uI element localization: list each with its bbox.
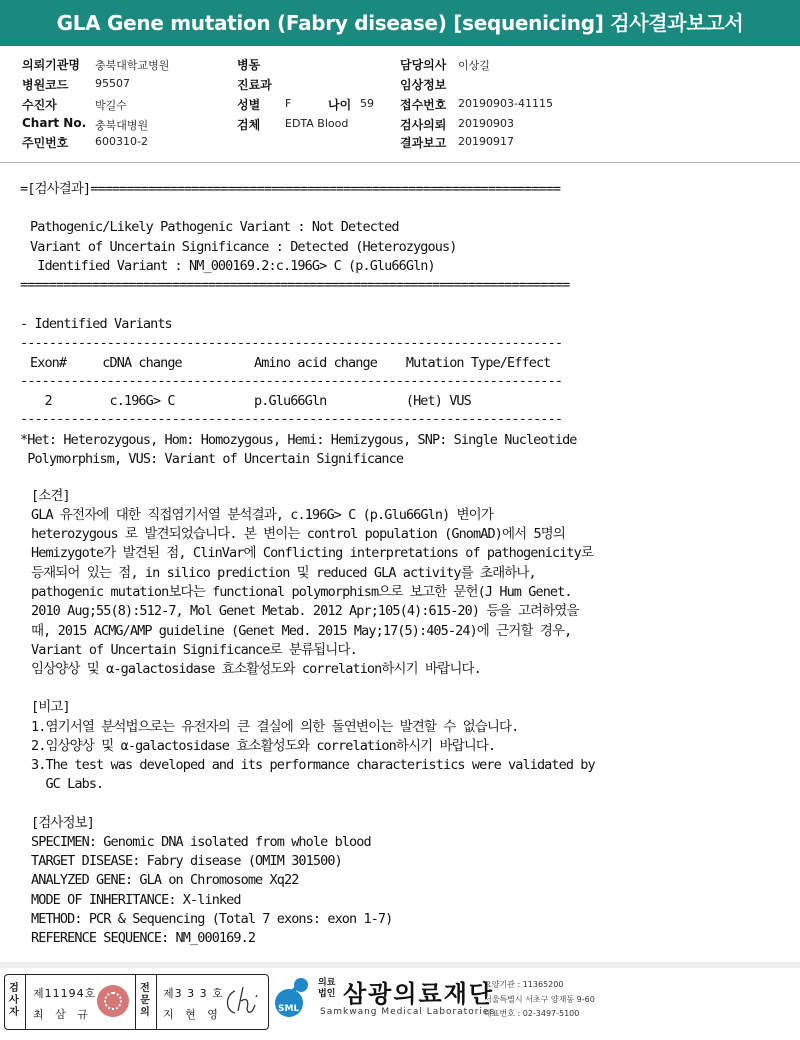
vus-summary: Variant of Uncertain Significance : Detected (Heterozygous) [30, 239, 457, 255]
specialist-name: 지 현 영 [163, 1008, 222, 1021]
patient-info-header [0, 46, 800, 162]
logo-text: SML [278, 1004, 300, 1014]
findings-line: heterozygous 로 발견되었습니다. 본 변이는 control population (GnomAD)에서 5명의 [31, 526, 565, 542]
resident-no-label: 주민번호 [22, 136, 69, 150]
tester-license-no: 제11194호 [33, 987, 97, 1000]
abbreviation-note-1: *Het: Heterozygous, Hom: Homozygous, Hemi: Hemizygous, SNP: Single Nucleotide [20, 432, 577, 448]
signature-box [4, 974, 269, 1030]
identified-variant: Identified Variant : NM_000169.2:c.196G> C (p.Glu66Gln) [30, 258, 435, 274]
request-date-value: 20190903 [458, 117, 514, 130]
tester-vertical-label: 검사자 [9, 983, 19, 1018]
hospital-code-value: 95507 [95, 77, 130, 90]
findings-line: Hemizygote가 발견된 점, ClinVar에 Conflicting interpretations of pathogenicity로 [31, 545, 594, 561]
findings-line: Variant of Uncertain Significance로 분류됩니다. [31, 642, 357, 658]
chart-no-value: 충북대병원 [95, 119, 149, 132]
resident-no-value: 600310-2 [95, 135, 148, 148]
org-phone: 대표번호 : 02-3497-5100 [484, 1009, 580, 1018]
doctor-label: 담당의사 [400, 58, 447, 72]
ward-label: 병동 [237, 58, 261, 72]
remarks-item: 2.임상양상 및 α-galactosidase 효소활성도와 correlation하시기 바랍니다. [31, 738, 496, 754]
findings-heading: [소견] [31, 488, 70, 504]
test-info-line: TARGET DISEASE: Fabry disease (OMIM 301500) [31, 853, 342, 869]
org-name: 삼광의료재단 [343, 980, 495, 1008]
double-rule: ============================================================================ [20, 277, 570, 293]
accession-no-label: 접수번호 [400, 98, 447, 112]
findings-line: 등재되어 있는 점, in silico prediction 및 reduced GLA activity를 초래하나, [31, 565, 536, 581]
findings-line: pathogenic mutation보다는 functional polymorphism으로 보고한 문헌(J Hum Genet. [31, 584, 572, 600]
report-date-label: 결과보고 [400, 136, 447, 150]
variant-table-header: Exon# cDNA change Amino acid change Mutation Type/Effect [30, 355, 551, 371]
age-label: 나이 [328, 98, 352, 112]
findings-line: GLA 유전자에 대한 직접염기서열 분석결과, c.196G> C (p.Glu66Gln) 변이가 [31, 507, 493, 523]
org-type: 의료 법인 [318, 978, 336, 999]
remarks-item: 3.The test was developed and its performance characteristics were validated by [31, 757, 595, 773]
remarks-heading: [비고] [31, 699, 70, 715]
hospital-code-label: 병원코드 [22, 78, 69, 92]
test-info-line: SPECIMEN: Genomic DNA isolated from whole blood [31, 834, 371, 850]
abbreviation-note-2: Polymorphism, VUS: Variant of Uncertain Significance [20, 451, 404, 467]
org-facility-code: 요양기관 : 11365200 [484, 980, 564, 989]
chart-no-label: Chart No. [22, 116, 87, 130]
specialist-signature [221, 981, 263, 1023]
result-content [0, 163, 800, 960]
remarks-item: 1.염기서열 분석법으로는 유전자의 큰 결실에 의한 돌연변이는 발견할 수 없습니다. [31, 719, 519, 735]
patient-name-value: 박길수 [95, 99, 127, 112]
identified-variants-heading: - Identified Variants [20, 316, 172, 332]
accession-no-value: 20190903-41115 [458, 97, 553, 110]
patient-name-label: 수진자 [22, 98, 57, 112]
test-info-line: MODE OF INHERITANCE: X-linked [31, 892, 241, 908]
findings-line: 때, 2015 ACMG/AMP guideline (Genet Med. 2015 May;17(5):405-24)에 근거할 경우, [31, 623, 572, 639]
pathogenic-summary: Pathogenic/Likely Pathogenic Variant : Not Detected [30, 219, 399, 235]
findings-line: 임상양상 및 α-galactosidase 효소활성도와 correlation하시기 바랍니다. [31, 661, 481, 677]
report-date-value: 20190917 [458, 135, 514, 148]
table-rule-bottom: --------------------------------------------------------------------------- [20, 411, 563, 427]
clinical-info-label: 임상정보 [400, 78, 447, 92]
signature-divider [156, 975, 157, 1029]
test-info-line: METHOD: PCR & Sequencing (Total 7 exons: exon 1-7) [31, 911, 393, 927]
sex-value: F [285, 97, 292, 110]
variant-table-row: 2 c.196G> C p.Glu66Gln (Het) VUS [30, 393, 471, 409]
institution-value: 충북대학교병원 [95, 59, 170, 72]
department-label: 진료과 [237, 78, 272, 92]
result-section-rule: =[검사결과]================================================================= [20, 181, 561, 197]
specimen-value: EDTA Blood [285, 117, 349, 130]
age-value: 59 [360, 97, 374, 110]
report-title: GLA Gene mutation (Fabry disease) [sequenicing] 검사결과보고서 [56, 11, 744, 35]
report-footer [0, 968, 800, 1040]
sex-label: 성별 [237, 98, 261, 112]
org-english-name: Samkwang Medical Laboratories [320, 1007, 496, 1017]
institution-label: 의뢰기관명 [22, 58, 80, 72]
tester-seal [97, 985, 129, 1017]
table-rule-top: --------------------------------------------------------------------------- [20, 335, 563, 351]
test-info-heading: [검사정보] [31, 815, 95, 831]
remarks-item: GC Labs. [31, 776, 104, 792]
signature-divider [25, 975, 26, 1029]
tester-name: 최 삼 규 [33, 1008, 92, 1021]
specialist-vertical-label: 전문의 [140, 983, 150, 1018]
test-info-line: REFERENCE SEQUENCE: NM_000169.2 [31, 930, 256, 946]
findings-line: 2010 Aug;55(8):512-7, Mol Genet Metab. 2012 Apr;105(4):615-20) 등을 고려하였을 [31, 603, 579, 619]
signature-divider [135, 975, 136, 1029]
report-title-bar [0, 0, 800, 46]
request-date-label: 검사의뢰 [400, 118, 447, 132]
doctor-value: 이상길 [458, 59, 490, 72]
org-address: 서울특별시 서초구 양재동 9-60 [484, 995, 595, 1004]
test-info-line: ANALYZED GENE: GLA on Chromosome Xq22 [31, 872, 299, 888]
specimen-label: 검체 [237, 118, 261, 132]
specialist-license-no: 제3 3 3 호 [163, 987, 224, 1000]
table-rule-mid: --------------------------------------------------------------------------- [20, 373, 563, 389]
